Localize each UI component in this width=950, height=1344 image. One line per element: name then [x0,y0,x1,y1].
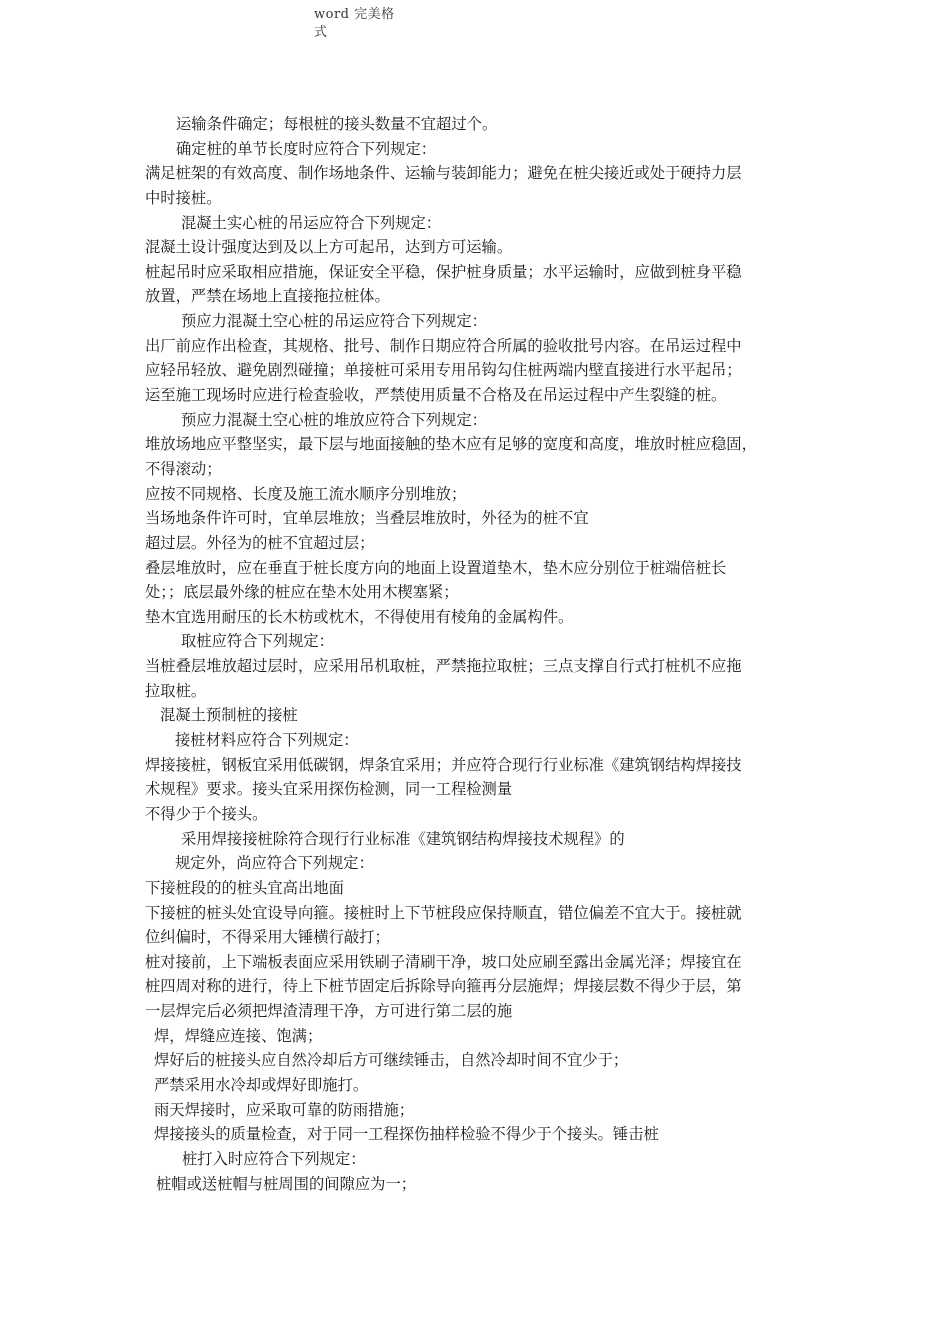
text-line: 预应力混凝土空心桩的堆放应符合下列规定： [181,410,487,429]
text-line: 位纠偏时，不得采用大锤横行敲打； [145,928,390,947]
text-line: 焊，焊缝应连接、饱满； [154,1026,323,1045]
text-line: 出厂前应作出检查，其规格、批号、制作日期应符合所属的验收批号内容。在吊运过程中 [145,336,742,355]
text-line: 混凝土实心桩的吊运应符合下列规定： [181,213,442,232]
text-line: 中时接桩。 [145,188,222,207]
text-line: 满足桩架的有效高度、制作场地条件、运输与装卸能力；避免在桩尖接近或处于硬持力层 [145,164,742,183]
text-line: 严禁采用水冷却或焊好即施打。 [154,1075,369,1094]
text-line: 规定外，尚应符合下列规定： [175,854,374,873]
text-line: 桩打入时应符合下列规定： [182,1149,366,1168]
text-line: 桩四周对称的进行，待上下桩节固定后拆除导向箍再分层施焊；焊接层数不得少于层，第 [145,977,742,996]
text-line: 放置，严禁在场地上直接拖拉桩体。 [145,287,390,306]
text-line: 处；；底层最外缘的桩应在垫木处用木楔塞紧； [145,583,459,602]
text-line: 下接桩段的的桩头宜高出地面 [145,878,344,897]
text-line: 雨天焊接时，应采取可靠的防雨措施； [154,1100,415,1119]
text-line: 不得滚动； [145,459,222,478]
text-line: 垫木宜选用耐压的长木枋或枕木，不得使用有棱角的金属构件。 [145,607,574,626]
header-tag-line-1: word 完美格 [314,7,395,22]
text-line: 拉取桩。 [145,681,207,700]
text-line: 桩起吊时应采取相应措施，保证安全平稳，保护桩身质量；水平运输时，应做到桩身平稳 [145,262,742,281]
text-line: 桩帽或送桩帽与桩周围的间隙应为一； [156,1174,417,1193]
text-line: 运输条件确定；每根桩的接头数量不宜超过个。 [176,115,498,133]
text-line: 应轻吊轻放、避免剧烈碰撞；单接桩可采用专用吊钩勾住桩两端内壁直接进行水平起吊； [145,361,742,380]
text-line: 一层焊完后必须把焊渣清理干净，方可进行第二层的施 [145,1002,513,1021]
text-line: 确定桩的单节长度时应符合下列规定： [176,139,437,158]
text-line: 下接桩的桩头处宜设导向箍。接桩时上下节桩段应保持顺直，错位偏差不宜大于。接桩就 [145,903,742,922]
text-line: 取桩应符合下列规定： [181,632,334,651]
text-line: 不得少于个接头。 [145,804,268,823]
text-line: 运至施工现场时应进行检查验收，严禁使用质量不合格及在吊运过程中产生裂缝的桩。 [145,386,727,405]
text-line: 焊接接头的质量检查，对于同一工程探伤抽样检验不得少于个接头。锤击桩 [154,1125,659,1144]
text-line: 焊好后的桩接头应自然冷却后方可继续锤击，自然冷却时间不宜少于； [154,1051,629,1070]
text-line: 超过层。外径为的桩不宜超过层； [145,533,375,552]
header-tag-line-2: 式 [314,25,328,40]
text-line: 采用焊接接桩除符合现行行业标准《建筑钢结构焊接技术规程》的 [181,829,625,848]
text-line: 桩对接前，上下端板表面应采用铁刷子清刷干净，坡口处应刷至露出金属光泽；焊接宜在 [145,952,742,971]
text-line: 术规程》要求。接头宜采用探伤检测，同一工程检测量 [145,780,513,799]
text-line: 预应力混凝土空心桩的吊运应符合下列规定： [181,312,487,331]
text-line: 当场地条件许可时，宜单层堆放；当叠层堆放时，外径为的桩不宜 [145,509,589,528]
document-header-tag [314,6,404,42]
section-heading: 混凝土预制桩的接桩 [160,706,298,725]
text-line: 混凝土设计强度达到及以上方可起吊，达到方可运输。 [145,238,513,257]
text-line: 堆放场地应平整坚实，最下层与地面接触的垫木应有足够的宽度和高度，堆放时桩应稳固， [145,435,757,454]
text-line: 焊接接桩，钢板宜采用低碳钢，焊条宜采用；并应符合现行行业标准《建筑钢结构焊接技 [145,755,742,774]
text-line: 接桩材料应符合下列规定： [175,731,359,750]
text-line: 叠层堆放时，应在垂直于桩长度方向的地面上设置道垫木，垫木应分别位于桩端倍桩长 [145,558,727,577]
text-line: 当桩叠层堆放超过层时，应采用吊机取桩，严禁拖拉取桩；三点支撑自行式打桩机不应拖 [145,657,742,676]
document-body [145,112,825,1196]
text-line: 应按不同规格、长度及施工流水顺序分别堆放； [145,484,467,503]
